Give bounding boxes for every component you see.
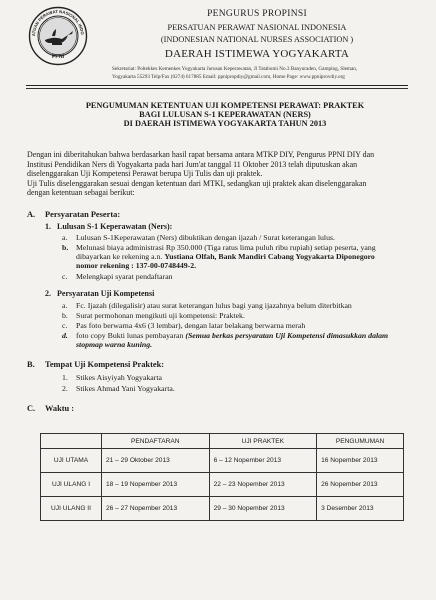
intro-line: Uji Tulis diselenggarakan sesuai dengan ketentuan dari MTKI, sedangkan uji praktek akan diselenggarakan bbox=[27, 178, 367, 188]
section-a-title: Persyaratan Peserta: bbox=[45, 210, 121, 219]
section-c-title: Waktu : bbox=[45, 404, 75, 413]
item-label: d. bbox=[62, 331, 68, 340]
table-header-row bbox=[41, 434, 404, 449]
section-b-title: Tempat Uji Kompetensi Praktek: bbox=[45, 360, 165, 369]
requirement-a1a: Lulusan S-1Keperawatan (Ners) dibuktikan dengan ijazah / Surat keterangan lulus. bbox=[76, 233, 335, 242]
section-a1-title: Lulusan S-1 Keperawatan (Ners): bbox=[57, 222, 173, 231]
table-row-label: UJI ULANG II bbox=[41, 497, 102, 521]
item-label: 1. bbox=[62, 373, 68, 382]
letterhead-org-name: PERSATUAN PERAWAT NASIONAL INDONESIA bbox=[167, 23, 347, 32]
requirement-a2a: Fc. Ijazah (dilegalisir) atau surat keterangan lulus bagi yang ijazahnya belum diterbitkan bbox=[76, 301, 352, 310]
requirement-a1b-pre: dibayarkan ke rekening a.n. bbox=[76, 252, 163, 262]
table-cell-pengumuman: 16 Nopember 2013 bbox=[317, 449, 404, 473]
requirement-a2d-note-line2: stopmap warna kuning. bbox=[76, 340, 153, 350]
heading-line2: BAGI LULUSAN S-1 KEPERAWATAN (NERS) bbox=[139, 110, 311, 119]
intro-paragraph bbox=[27, 150, 417, 198]
letterhead-region: DAERAH ISTIMEWA YOGYAKARTA bbox=[164, 48, 350, 60]
section-a2-label: 2. bbox=[45, 289, 51, 298]
logo-abbr: PPNI bbox=[51, 54, 65, 60]
requirement-a2b: Surat permohonan mengikuti uji kompetensi: Praktek. bbox=[76, 311, 245, 320]
table-cell-praktek: 6 – 12 Nopember 2013 bbox=[209, 449, 317, 473]
table-cell-praktek: 22 – 23 Nopember 2013 bbox=[209, 473, 317, 497]
requirement-a1b-line2 bbox=[76, 252, 376, 261]
requirement-a2c: Pas foto berwarna 4x6 (3 lembar), dengan latar belakang berwarna merah bbox=[76, 321, 306, 330]
requirement-a1c: Melengkapi syarat pendaftaran bbox=[76, 272, 173, 281]
table-header-cell bbox=[41, 434, 102, 449]
requirement-a2d bbox=[76, 331, 388, 349]
item-label: b. bbox=[62, 311, 68, 320]
item-label: a. bbox=[62, 301, 68, 310]
table-row bbox=[41, 449, 404, 473]
item-label: a. bbox=[62, 233, 68, 242]
section-a-label: A. bbox=[27, 210, 36, 219]
intro-line: dengan ketentuan sebagai berikut: bbox=[27, 188, 135, 198]
heading-line3: DI DAERAH ISTIMEWA YOGYAKARTA TAHUN 2013 bbox=[123, 119, 327, 128]
letterhead-org-title: PENGURUS PROPINSI bbox=[207, 9, 307, 19]
bank-account-number: nomor rekening : 137-00-0748449-2. bbox=[76, 261, 197, 271]
schedule-table bbox=[40, 433, 404, 521]
table-row-label: UJI ULANG I bbox=[41, 473, 102, 497]
item-label: 2. bbox=[62, 384, 68, 393]
item-label: c. bbox=[62, 321, 68, 330]
table-row bbox=[41, 473, 404, 497]
venue-item: Stikes Ahmad Yani Yogyakarta. bbox=[76, 384, 175, 393]
heading-line1: PENGUMUMAN KETENTUAN UJI KOMPETENSI PERAWAT: PRAKTEK bbox=[85, 101, 365, 110]
intro-line: diselenggarakan Uji Kompetensi Perawat berupa Uji Tulis dan uji praktek. bbox=[27, 169, 263, 179]
table-cell-pendaftaran: 21 – 29 Oktober 2013 bbox=[102, 449, 210, 473]
table-cell-pendaftaran: 26 – 27 Nopember 2013 bbox=[102, 497, 210, 521]
letterhead-rule-thick bbox=[26, 85, 408, 86]
table-row-label: UJI UTAMA bbox=[41, 449, 102, 473]
ppni-logo bbox=[28, 6, 88, 66]
section-c-label: C. bbox=[27, 404, 36, 413]
intro-line: Dengan ini diberitahukan bahwa berdasarkan hasil rapat bersama antara MTKP DIY, Pengurus PPNI DIY dan bbox=[27, 150, 375, 159]
letterhead-rule-thin bbox=[26, 88, 408, 89]
venue-item: Stikes Aisyiyah Yogyakarta bbox=[76, 373, 162, 382]
section-b-label: B. bbox=[27, 360, 35, 369]
requirement-a2d-note: (Semua berkas persyaratan Uji Kompetensi dimasukkan dalam bbox=[185, 331, 389, 340]
section-a2-title: Persyaratan Uji Kompetensi bbox=[57, 289, 155, 298]
table-header-cell: PENDAFTARAN bbox=[102, 434, 210, 449]
requirement-a2d-line1 bbox=[76, 331, 388, 340]
table-cell-pendaftaran: 18 – 19 Nopember 2013 bbox=[102, 473, 210, 497]
table-header-cell: PENGUMUMAN bbox=[317, 434, 404, 449]
requirement-a2d-pre: foto copy Bukti lunas pembayaran bbox=[76, 331, 184, 340]
table-row bbox=[41, 497, 404, 521]
letterhead-address-line1: Sekretariat: Poltekkes Kemenkes Yogyakarta Jurusan Keperawatan, Jl Tatabumi No.3 Banyuraden, Gamping, Sleman, bbox=[112, 66, 358, 72]
letterhead-org-name-en: (INDONESIAN NATIONAL NURSES ASSOCIATION ) bbox=[160, 35, 354, 44]
requirement-a1b-line1: Melunasi biaya administrasi Rp 350.000 (Tiga ratus lima puluh ribu rupiah) setiap peserta, yang bbox=[76, 243, 376, 252]
bank-account-name: Yustiana Olfah, Bank Mandiri Cabang Yogyakarta Diponegoro bbox=[164, 252, 375, 262]
logo-ring-text: ATUAN PERAWAT NASIONAL INDO bbox=[30, 8, 85, 37]
requirement-a1b bbox=[76, 243, 376, 271]
section-a1-label: 1. bbox=[45, 222, 51, 231]
table-header-cell: UJI PRAKTEK bbox=[209, 434, 317, 449]
table-cell-pengumuman: 26 Nopember 2013 bbox=[317, 473, 404, 497]
table-cell-praktek: 29 – 30 Nopember 2013 bbox=[209, 497, 317, 521]
table-cell-pengumuman: 3 Desember 2013 bbox=[317, 497, 404, 521]
intro-line: Institusi Pendidikan Ners di Yogyakarta pada hari Jum'at tanggal 11 Oktober 2013 telah diputuskan akan bbox=[27, 159, 358, 169]
letterhead-address-line2: Yogyakarta 55293 Telp/Fax (0274) 617885 Email: ppnipropdiy@gmail.com, Home Page: www.ppniprovdiy.org bbox=[112, 74, 345, 80]
item-label: b. bbox=[62, 243, 69, 252]
item-label: c. bbox=[62, 272, 68, 281]
